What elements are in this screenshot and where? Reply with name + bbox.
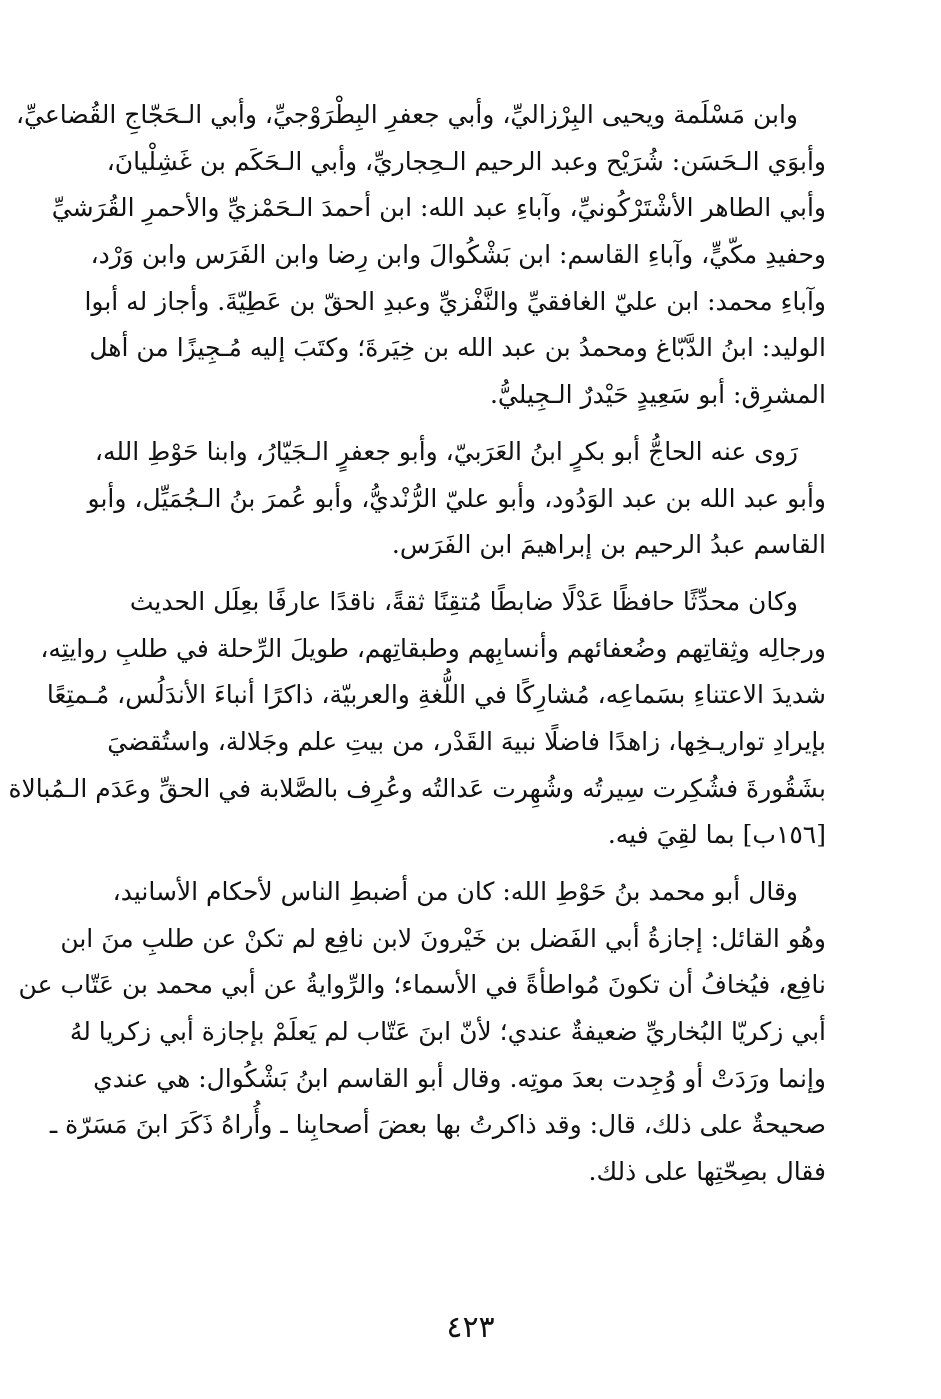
text-line: وقال أبو محمد بنُ حَوْطِ الله: كان من أضبطِ الناس لأحكام الأسانيد،	[112, 877, 798, 906]
text-line: فقال بصِحّتِها على ذلك.	[588, 1157, 826, 1187]
text-line: بإيرادِ تواريـخِها، زاهدًا فاضلًا نبيهَ القَدْر، من بيتِ علم وجَلالة، واستُقضيَ	[107, 726, 826, 756]
page-number: ٤٢٣	[446, 1310, 495, 1345]
text-line: وإنما ورَدَتْ أو وُجِدت بعدَ موتِه. وقال أبو القاسم ابنُ بَشْكُوال: هي عندي	[93, 1063, 826, 1093]
text-line: صحيحةٌ على ذلك، قال: وقد ذاكرتُ بها بعضَ أصحابِنا ـ وأُراهُ ذَكَرَ ابنَ مَسَرّة ـ	[49, 1110, 826, 1140]
text-line: وهُو القائل: إجازةُ أبي الفَضل بن خَيْرونَ لابن نافِع لم تكنْ عن طلبِ منَ ابن	[60, 923, 826, 953]
paragraph-1	[15, 92, 826, 419]
text-line: بشَقُورةَ فشُكِرت سِيرتُه وشُهِرت عَدالتُه وعُرِف بالصَّلابة في الحقِّ وعَدَم الـمُبالاة	[8, 773, 826, 803]
page-body	[8, 92, 826, 1196]
text-line: ورجالِه وثِقاتِهم وضُعفائهم وأنسابِهم وطبقاتِهم، طويلَ الرِّحلة في طلبِ روايتِه،	[40, 633, 826, 663]
text-line: الوليد: ابنُ الدَّبّاغ ومحمدُ بن عبد الله بن خِيَرةَ؛ وكتَبَ إليه مُـجِيزًا من أهل	[89, 333, 826, 363]
text-line: وكان محدِّثًا حافظًا عَدْلًا ضابطًا مُتقِنًا ثقةً، ناقدًا عارفًا بعِلَل الحديث	[129, 586, 798, 616]
text-line: وأبي الطاهر الأشْتَرْكُونيِّ، وآباءِ عبد الله: ابن أحمدَ الـحَمْزيِّ والأحمرِ القُرَشيِّ	[51, 193, 826, 223]
text-line: نافِع، فيُخافُ أن تكونَ مُواطأةً في الأسماء؛ والرِّوايةُ عن أبي محمد بن عَتّاب عن	[18, 970, 826, 1000]
text-line: وآباءِ محمد: ابن عليّ الغافقيِّ والنَّفْزيِّ وعبدِ الحقّ بن عَطِيّةَ. وأجاز له أبوا	[84, 286, 826, 316]
paragraph-4	[18, 869, 826, 1196]
text-line: وحفيدِ مكّيٍّ، وآباءِ القاسم: ابن بَشْكُوالَ وابن رِضا وابن الفَرَس وابن وَرْد،	[90, 240, 826, 270]
text-line: رَوى عنه الحاجُّ أبو بكرٍ ابنُ العَرَبيّ، وأبو جعفرٍ الـجَيّارُ، وابنا حَوْطِ الله،	[94, 436, 798, 466]
text-line: أبي زكريّا البُخاريِّ ضعيفةٌ عندي؛ لأنّ ابنَ عَتّاب لم يَعلَمْ بإجازة أبي زكريا لهُ	[69, 1017, 826, 1047]
text-line: وابن مَسْلَمة ويحيى البِرْزاليِّ، وأبي جعفرِ البِطْرَوْجيِّ، وأبي الـحَجّاجِ القُضاعيِّ،	[15, 100, 798, 129]
text-line: شديدَ الاعتناءِ بسَماعِه، مُشارِكًا في اللُّغةِ والعربيّة، ذاكرًا أنباءَ الأندَلُس، مُـمتِعًا	[46, 680, 826, 710]
text-line: وأبوَي الـحَسَن: شُرَيْح وعبد الرحيم الـحِجاريِّ، وأبي الـحَكَم بن غَشِلْيانَ،	[106, 146, 826, 176]
text-line: وأبو عبد الله بن عبد الوَدُود، وأبو عليّ الرُّنْديُّ، وأبو عُمرَ بنُ الـجُمَيِّل، وأبو	[87, 483, 826, 513]
paragraph-2	[87, 429, 826, 569]
text-line: المشرِق: أبو سَعِيدٍ حَيْدرٌ الـجِيليُّ.	[489, 380, 826, 410]
text-line: القاسم عبدُ الرحيم بن إبراهيمَ ابن الفَرَس.	[391, 530, 826, 560]
paragraph-3	[8, 579, 826, 859]
text-line: [١٥٦ب] بما لقِيَ فيه.	[607, 820, 826, 850]
